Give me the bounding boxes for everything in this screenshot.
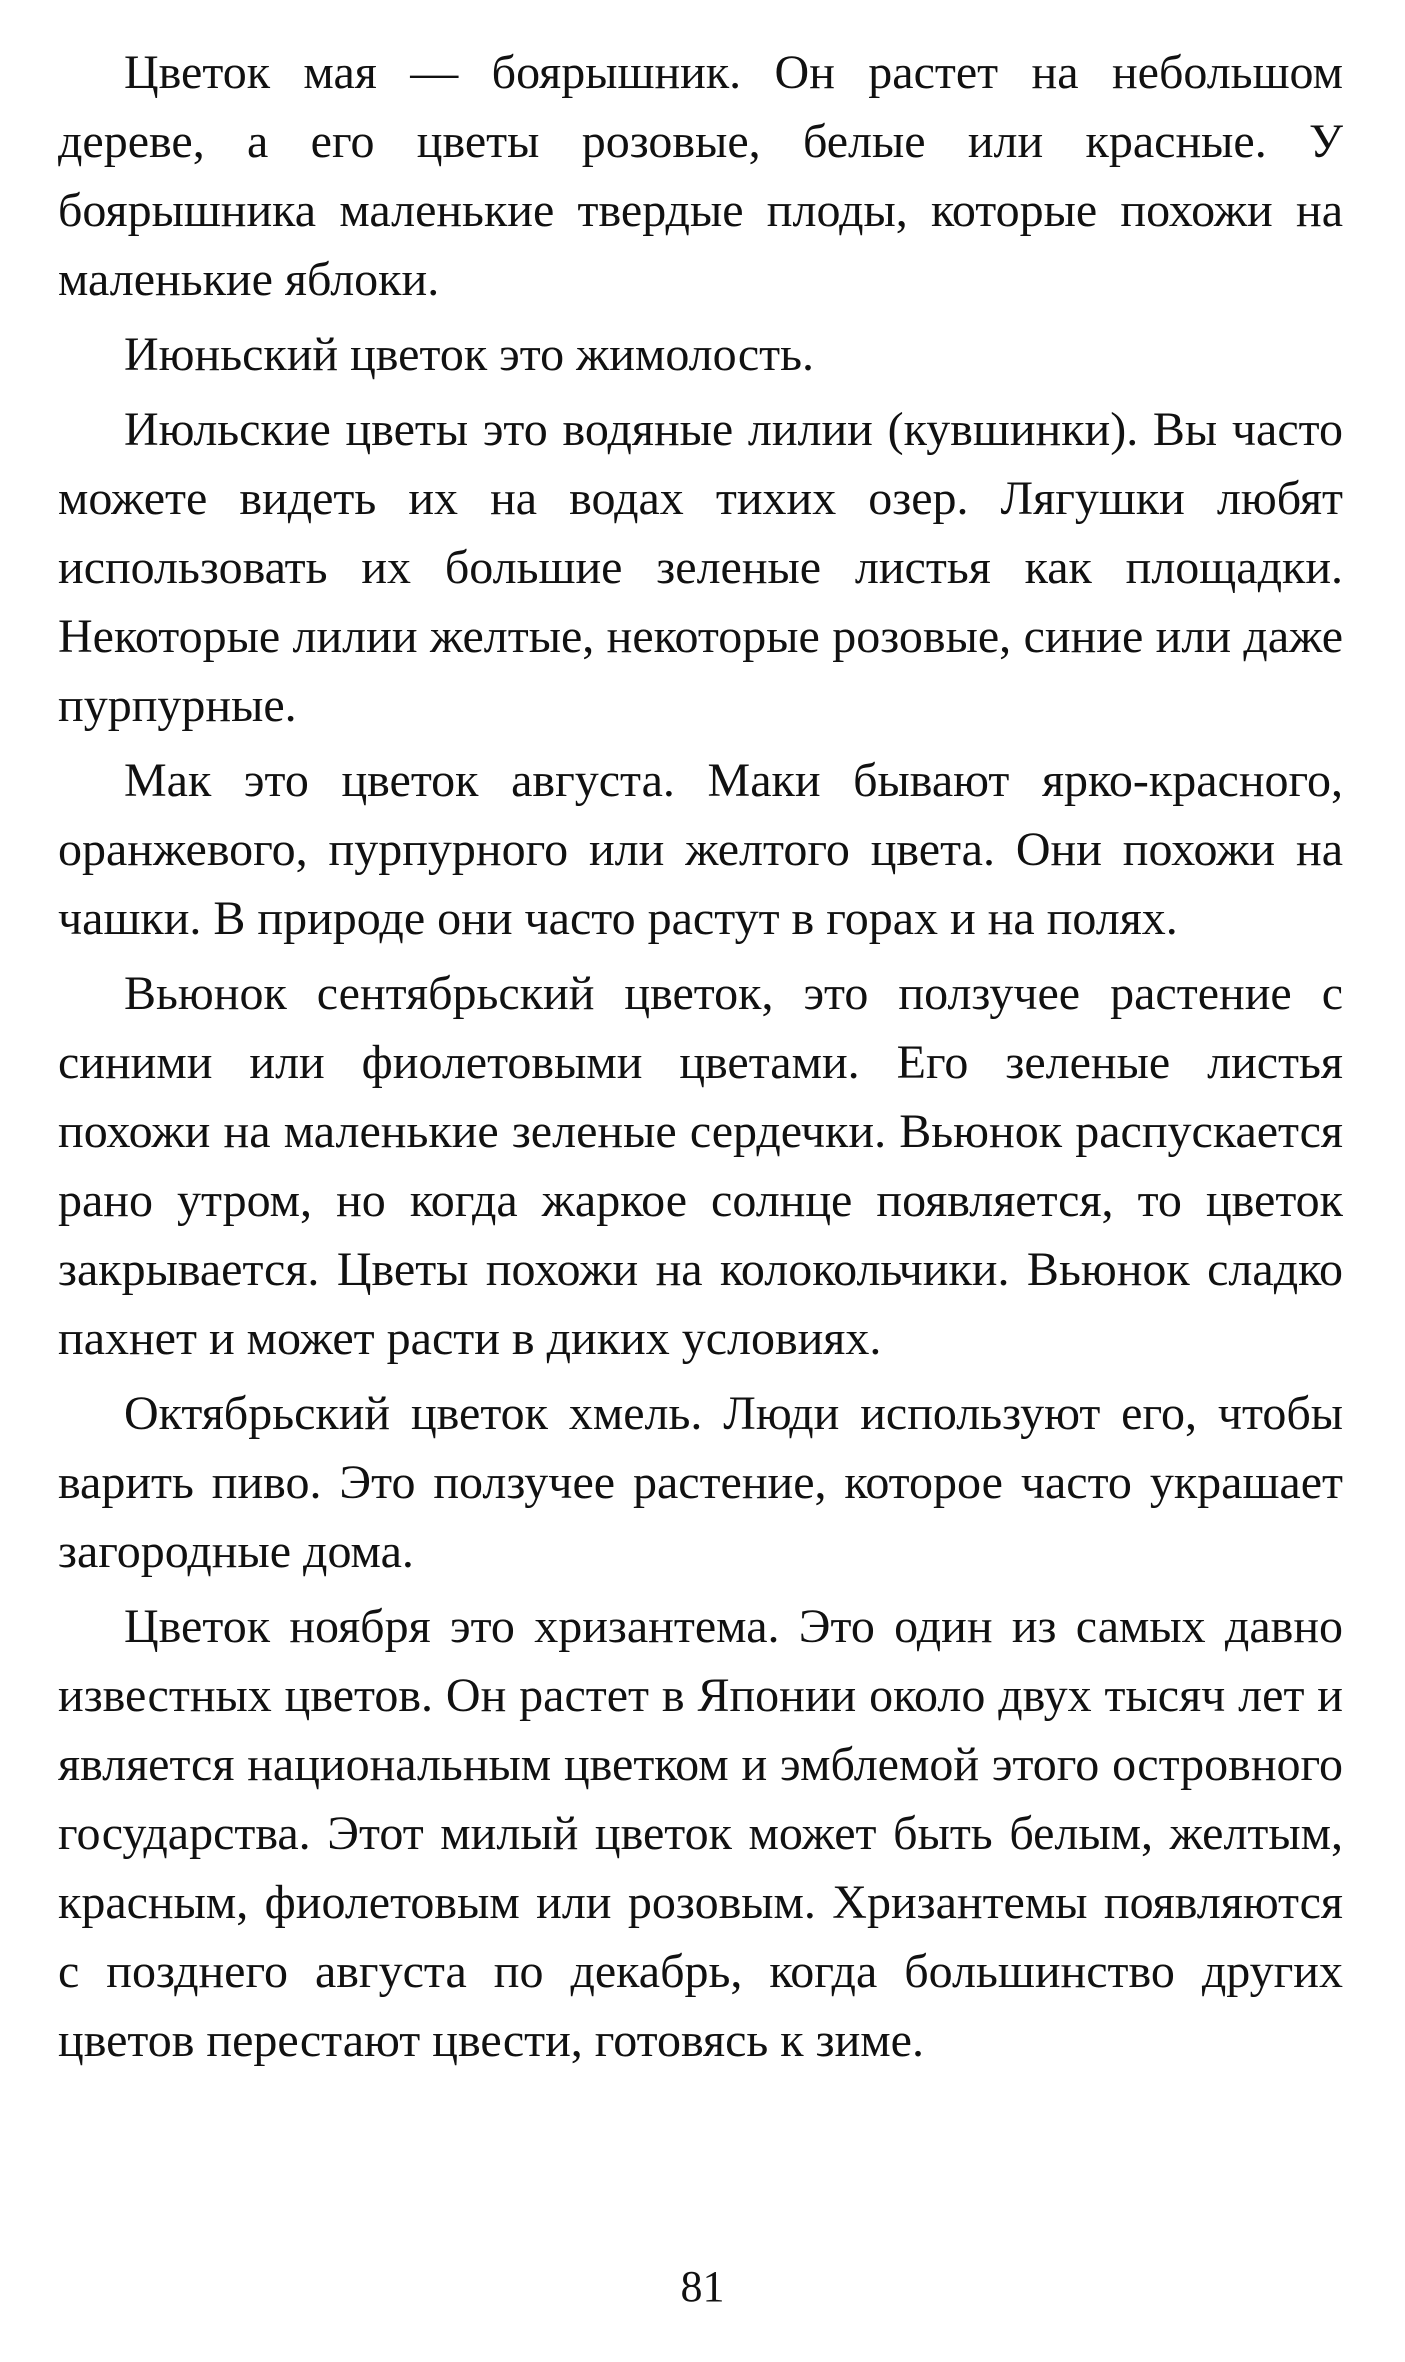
paragraph-november: Цветок ноября это хризантема. Это один из самых давно известных цветов. Он растет в Японии около двух тысяч лет и является национальным цветком и эмблемой этого островного государства. Этот милый цветок может быть белым, желтым, красным, фиолетовым или розовым. Хризантемы появляются с позднего августа по декабрь, когда большинство других цветов перестают цвести, готовясь к зиме. xyxy=(58,1600,1343,2067)
paragraph-august: Мак это цветок августа. Маки бывают ярко-красного, оранжевого, пурпурного или желтого цвета. Они похожи на чашки. В природе они часто растут в горах и на полях. xyxy=(58,754,1343,945)
page-number: 81 xyxy=(680,2262,725,2311)
paragraph-october: Октябрьский цветок хмель. Люди используют его, чтобы варить пиво. Это ползучее растение, которое часто украшает загородные дома. xyxy=(58,1387,1343,1578)
paragraph-june: Июньский цветок это жимолость. xyxy=(124,328,814,381)
paragraph-september: Вьюнок сентябрьский цветок, это ползучее растение с синими или фиолетовыми цветами. Его зеленые листья похожи на маленькие зеленые сердечки. Вьюнок распускается рано утром, но когда жаркое солнце появляется, то цветок закрывается. Цветы похожи на колокольчики. Вьюнок сладко пахнет и может расти в диких условиях. xyxy=(58,967,1343,1365)
body-text xyxy=(58,38,1343,2081)
paragraph-july: Июльские цветы это водяные лилии (кувшинки). Вы часто можете видеть их на водах тихих озер. Лягушки любят использовать их большие зеленые листья как площадки. Некоторые лилии желтые, некоторые розовые, синие или даже пурпурные. xyxy=(58,403,1343,732)
paragraph-may: Цветок мая — боярышник. Он растет на небольшом дереве, а его цветы розовые, белые или красные. У боярышника маленькие твердые плоды, которые похожи на маленькие яблоки. xyxy=(58,46,1343,306)
